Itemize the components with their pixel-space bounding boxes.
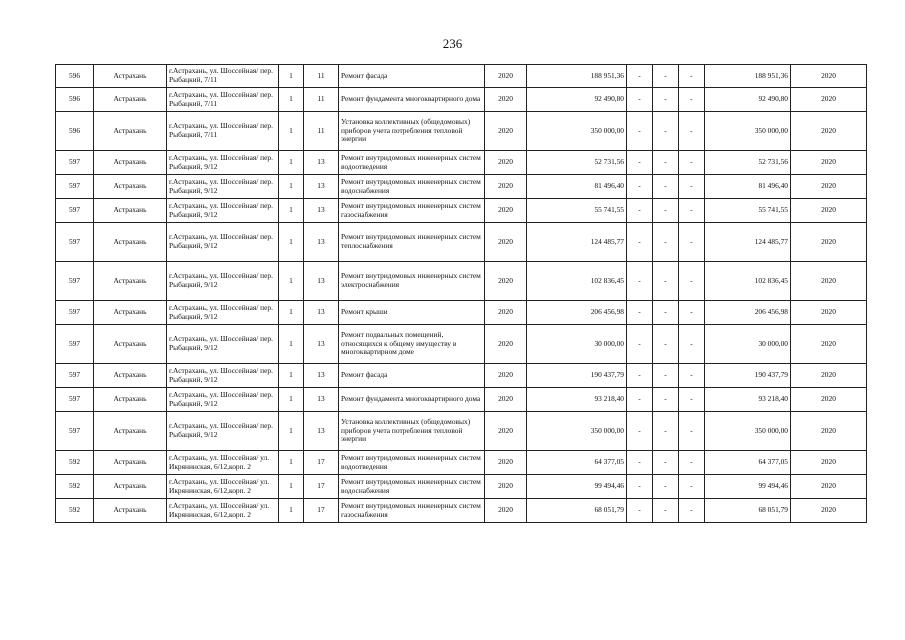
end-year-cell: 2020 <box>791 364 867 388</box>
address-cell: г.Астрахань, ул. Шоссейная/ ул. Икрянинская, 6/12,корп. 2 <box>167 475 279 499</box>
city-cell: Астрахань <box>94 223 167 262</box>
total-cost-cell: 30 000,00 <box>705 325 791 364</box>
city-cell: Астрахань <box>94 88 167 112</box>
fund-cell-1: - <box>627 151 653 175</box>
fund-cell-2: - <box>653 262 679 301</box>
table-row <box>56 388 867 412</box>
floors-cell: 17 <box>304 499 339 523</box>
end-year-cell: 2020 <box>791 223 867 262</box>
end-year-cell: 2020 <box>791 475 867 499</box>
work-type-cell: Ремонт крыши <box>339 301 485 325</box>
entrances-cell: 1 <box>279 175 304 199</box>
fund-cell-1: - <box>627 499 653 523</box>
total-cost-cell: 99 494,46 <box>705 475 791 499</box>
city-cell: Астрахань <box>94 412 167 451</box>
fund-cell-3: - <box>679 88 705 112</box>
address-cell: г.Астрахань, ул. Шоссейная/ пер. Рыбацкий, 7/11 <box>167 112 279 151</box>
fund-cell-3: - <box>679 475 705 499</box>
fund-cell-2: - <box>653 112 679 151</box>
entrances-cell: 1 <box>279 65 304 88</box>
city-cell: Астрахань <box>94 364 167 388</box>
work-type-cell: Установка коллективных (общедомовых) приборов учета потребления тепловой энергии <box>339 112 485 151</box>
row-number-cell: 597 <box>56 388 94 412</box>
city-cell: Астрахань <box>94 451 167 475</box>
address-cell: г.Астрахань, ул. Шоссейная/ ул. Икрянинская, 6/12,корп. 2 <box>167 499 279 523</box>
work-type-cell: Ремонт подвальных помещений, относящихся к общему имуществу в многоквартирном доме <box>339 325 485 364</box>
cost-cell: 188 951,36 <box>527 65 627 88</box>
fund-cell-3: - <box>679 223 705 262</box>
fund-cell-1: - <box>627 451 653 475</box>
city-cell: Астрахань <box>94 325 167 364</box>
work-type-cell: Ремонт внутридомовых инженерных систем водоотведения <box>339 451 485 475</box>
cost-cell: 350 000,00 <box>527 112 627 151</box>
fund-cell-1: - <box>627 388 653 412</box>
total-cost-cell: 92 490,80 <box>705 88 791 112</box>
end-year-cell: 2020 <box>791 112 867 151</box>
total-cost-cell: 64 377,05 <box>705 451 791 475</box>
end-year-cell: 2020 <box>791 199 867 223</box>
city-cell: Астрахань <box>94 475 167 499</box>
fund-cell-2: - <box>653 301 679 325</box>
entrances-cell: 1 <box>279 199 304 223</box>
row-number-cell: 597 <box>56 175 94 199</box>
fund-cell-2: - <box>653 175 679 199</box>
cost-cell: 55 741,55 <box>527 199 627 223</box>
floors-cell: 17 <box>304 451 339 475</box>
row-number-cell: 597 <box>56 199 94 223</box>
fund-cell-1: - <box>627 112 653 151</box>
fund-cell-1: - <box>627 88 653 112</box>
city-cell: Астрахань <box>94 65 167 88</box>
year-cell: 2020 <box>485 325 527 364</box>
year-cell: 2020 <box>485 475 527 499</box>
work-type-cell: Ремонт внутридомовых инженерных систем электроснабжения <box>339 262 485 301</box>
year-cell: 2020 <box>485 151 527 175</box>
fund-cell-3: - <box>679 499 705 523</box>
floors-cell: 13 <box>304 223 339 262</box>
row-number-cell: 597 <box>56 412 94 451</box>
table-row <box>56 199 867 223</box>
city-cell: Астрахань <box>94 262 167 301</box>
fund-cell-3: - <box>679 151 705 175</box>
floors-cell: 13 <box>304 175 339 199</box>
cost-cell: 52 731,56 <box>527 151 627 175</box>
end-year-cell: 2020 <box>791 65 867 88</box>
cost-cell: 99 494,46 <box>527 475 627 499</box>
total-cost-cell: 102 836,45 <box>705 262 791 301</box>
fund-cell-3: - <box>679 301 705 325</box>
end-year-cell: 2020 <box>791 151 867 175</box>
floors-cell: 11 <box>304 88 339 112</box>
entrances-cell: 1 <box>279 364 304 388</box>
year-cell: 2020 <box>485 451 527 475</box>
cost-cell: 93 218,40 <box>527 388 627 412</box>
entrances-cell: 1 <box>279 412 304 451</box>
entrances-cell: 1 <box>279 262 304 301</box>
row-number-cell: 597 <box>56 262 94 301</box>
fund-cell-3: - <box>679 412 705 451</box>
fund-cell-2: - <box>653 499 679 523</box>
table-row <box>56 499 867 523</box>
cost-cell: 102 836,45 <box>527 262 627 301</box>
table-row <box>56 223 867 262</box>
table-row <box>56 112 867 151</box>
fund-cell-2: - <box>653 88 679 112</box>
table-row <box>56 262 867 301</box>
table-row <box>56 451 867 475</box>
end-year-cell: 2020 <box>791 388 867 412</box>
fund-cell-1: - <box>627 301 653 325</box>
end-year-cell: 2020 <box>791 301 867 325</box>
floors-cell: 13 <box>304 325 339 364</box>
fund-cell-1: - <box>627 199 653 223</box>
work-type-cell: Ремонт фасада <box>339 65 485 88</box>
fund-cell-3: - <box>679 364 705 388</box>
floors-cell: 13 <box>304 301 339 325</box>
year-cell: 2020 <box>485 65 527 88</box>
year-cell: 2020 <box>485 388 527 412</box>
fund-cell-2: - <box>653 451 679 475</box>
floors-cell: 13 <box>304 364 339 388</box>
fund-cell-2: - <box>653 475 679 499</box>
address-cell: г.Астрахань, ул. Шоссейная/ пер. Рыбацкий, 7/11 <box>167 88 279 112</box>
fund-cell-3: - <box>679 325 705 364</box>
floors-cell: 13 <box>304 388 339 412</box>
address-cell: г.Астрахань, ул. Шоссейная/ ул. Икрянинская, 6/12,корп. 2 <box>167 451 279 475</box>
fund-cell-2: - <box>653 412 679 451</box>
row-number-cell: 597 <box>56 151 94 175</box>
fund-cell-2: - <box>653 151 679 175</box>
page-number: 236 <box>442 36 463 51</box>
cost-cell: 68 051,79 <box>527 499 627 523</box>
table-row <box>56 88 867 112</box>
year-cell: 2020 <box>485 262 527 301</box>
end-year-cell: 2020 <box>791 88 867 112</box>
fund-cell-2: - <box>653 325 679 364</box>
entrances-cell: 1 <box>279 223 304 262</box>
fund-cell-3: - <box>679 175 705 199</box>
city-cell: Астрахань <box>94 175 167 199</box>
floors-cell: 11 <box>304 112 339 151</box>
year-cell: 2020 <box>485 112 527 151</box>
address-cell: г.Астрахань, ул. Шоссейная/ пер. Рыбацкий, 9/12 <box>167 223 279 262</box>
row-number-cell: 596 <box>56 112 94 151</box>
total-cost-cell: 81 496,40 <box>705 175 791 199</box>
address-cell: г.Астрахань, ул. Шоссейная/ пер. Рыбацкий, 9/12 <box>167 364 279 388</box>
row-number-cell: 596 <box>56 65 94 88</box>
fund-cell-3: - <box>679 451 705 475</box>
table-row <box>56 325 867 364</box>
city-cell: Астрахань <box>94 499 167 523</box>
address-cell: г.Астрахань, ул. Шоссейная/ пер. Рыбацкий, 9/12 <box>167 151 279 175</box>
fund-cell-2: - <box>653 223 679 262</box>
fund-cell-3: - <box>679 199 705 223</box>
address-cell: г.Астрахань, ул. Шоссейная/ пер. Рыбацкий, 9/12 <box>167 388 279 412</box>
year-cell: 2020 <box>485 175 527 199</box>
city-cell: Астрахань <box>94 388 167 412</box>
total-cost-cell: 93 218,40 <box>705 388 791 412</box>
address-cell: г.Астрахань, ул. Шоссейная/ пер. Рыбацкий, 9/12 <box>167 301 279 325</box>
row-number-cell: 597 <box>56 223 94 262</box>
entrances-cell: 1 <box>279 88 304 112</box>
table-body <box>56 65 867 523</box>
work-type-cell: Ремонт фасада <box>339 364 485 388</box>
city-cell: Астрахань <box>94 199 167 223</box>
total-cost-cell: 350 000,00 <box>705 412 791 451</box>
table-row <box>56 175 867 199</box>
fund-cell-2: - <box>653 388 679 412</box>
entrances-cell: 1 <box>279 388 304 412</box>
cost-cell: 81 496,40 <box>527 175 627 199</box>
floors-cell: 17 <box>304 475 339 499</box>
row-number-cell: 597 <box>56 325 94 364</box>
address-cell: г.Астрахань, ул. Шоссейная/ пер. Рыбацкий, 9/12 <box>167 412 279 451</box>
end-year-cell: 2020 <box>791 412 867 451</box>
row-number-cell: 592 <box>56 475 94 499</box>
total-cost-cell: 124 485,77 <box>705 223 791 262</box>
end-year-cell: 2020 <box>791 325 867 364</box>
table-row <box>56 475 867 499</box>
fund-cell-3: - <box>679 65 705 88</box>
row-number-cell: 592 <box>56 451 94 475</box>
work-type-cell: Ремонт фундамента многоквартирного дома <box>339 388 485 412</box>
city-cell: Астрахань <box>94 112 167 151</box>
entrances-cell: 1 <box>279 499 304 523</box>
cost-cell: 64 377,05 <box>527 451 627 475</box>
fund-cell-3: - <box>679 388 705 412</box>
floors-cell: 13 <box>304 151 339 175</box>
floors-cell: 13 <box>304 262 339 301</box>
end-year-cell: 2020 <box>791 175 867 199</box>
city-cell: Астрахань <box>94 151 167 175</box>
address-cell: г.Астрахань, ул. Шоссейная/ пер. Рыбацкий, 9/12 <box>167 199 279 223</box>
cost-cell: 190 437,79 <box>527 364 627 388</box>
address-cell: г.Астрахань, ул. Шоссейная/ пер. Рыбацкий, 7/11 <box>167 65 279 88</box>
end-year-cell: 2020 <box>791 262 867 301</box>
entrances-cell: 1 <box>279 301 304 325</box>
fund-cell-1: - <box>627 325 653 364</box>
total-cost-cell: 52 731,56 <box>705 151 791 175</box>
work-type-cell: Ремонт внутридомовых инженерных систем водоснабжения <box>339 475 485 499</box>
total-cost-cell: 206 456,98 <box>705 301 791 325</box>
total-cost-cell: 68 051,79 <box>705 499 791 523</box>
table-row <box>56 65 867 88</box>
floors-cell: 13 <box>304 199 339 223</box>
year-cell: 2020 <box>485 412 527 451</box>
cost-cell: 350 000,00 <box>527 412 627 451</box>
work-type-cell: Ремонт внутридомовых инженерных систем газоснабжения <box>339 199 485 223</box>
fund-cell-1: - <box>627 364 653 388</box>
work-type-cell: Ремонт внутридомовых инженерных систем теплоснабжения <box>339 223 485 262</box>
cost-cell: 124 485,77 <box>527 223 627 262</box>
year-cell: 2020 <box>485 88 527 112</box>
work-type-cell: Ремонт фундамента многоквартирного дома <box>339 88 485 112</box>
row-number-cell: 597 <box>56 301 94 325</box>
year-cell: 2020 <box>485 223 527 262</box>
address-cell: г.Астрахань, ул. Шоссейная/ пер. Рыбацкий, 9/12 <box>167 325 279 364</box>
work-type-cell: Ремонт внутридомовых инженерных систем водоснабжения <box>339 175 485 199</box>
table-row <box>56 301 867 325</box>
fund-cell-3: - <box>679 262 705 301</box>
year-cell: 2020 <box>485 364 527 388</box>
entrances-cell: 1 <box>279 112 304 151</box>
fund-cell-2: - <box>653 199 679 223</box>
entrances-cell: 1 <box>279 151 304 175</box>
city-cell: Астрахань <box>94 301 167 325</box>
cost-cell: 206 456,98 <box>527 301 627 325</box>
floors-cell: 13 <box>304 412 339 451</box>
work-type-cell: Ремонт внутридомовых инженерных систем водоотведения <box>339 151 485 175</box>
work-type-cell: Установка коллективных (общедомовых) приборов учета потребления тепловой энергии <box>339 412 485 451</box>
cost-cell: 92 490,80 <box>527 88 627 112</box>
total-cost-cell: 190 437,79 <box>705 364 791 388</box>
row-number-cell: 597 <box>56 364 94 388</box>
end-year-cell: 2020 <box>791 451 867 475</box>
entrances-cell: 1 <box>279 475 304 499</box>
entrances-cell: 1 <box>279 451 304 475</box>
floors-cell: 11 <box>304 65 339 88</box>
year-cell: 2020 <box>485 199 527 223</box>
fund-cell-1: - <box>627 412 653 451</box>
cost-cell: 30 000,00 <box>527 325 627 364</box>
table-row <box>56 364 867 388</box>
fund-cell-1: - <box>627 175 653 199</box>
address-cell: г.Астрахань, ул. Шоссейная/ пер. Рыбацкий, 9/12 <box>167 175 279 199</box>
total-cost-cell: 55 741,55 <box>705 199 791 223</box>
work-type-cell: Ремонт внутридомовых инженерных систем газоснабжения <box>339 499 485 523</box>
fund-cell-3: - <box>679 112 705 151</box>
fund-cell-2: - <box>653 364 679 388</box>
table-row <box>56 151 867 175</box>
fund-cell-1: - <box>627 262 653 301</box>
table-row <box>56 412 867 451</box>
row-number-cell: 596 <box>56 88 94 112</box>
end-year-cell: 2020 <box>791 499 867 523</box>
year-cell: 2020 <box>485 301 527 325</box>
fund-cell-2: - <box>653 65 679 88</box>
repair-schedule-table <box>55 64 867 523</box>
entrances-cell: 1 <box>279 325 304 364</box>
fund-cell-1: - <box>627 223 653 262</box>
row-number-cell: 592 <box>56 499 94 523</box>
total-cost-cell: 188 951,36 <box>705 65 791 88</box>
year-cell: 2020 <box>485 499 527 523</box>
fund-cell-1: - <box>627 475 653 499</box>
address-cell: г.Астрахань, ул. Шоссейная/ пер. Рыбацкий, 9/12 <box>167 262 279 301</box>
fund-cell-1: - <box>627 65 653 88</box>
total-cost-cell: 350 000,00 <box>705 112 791 151</box>
